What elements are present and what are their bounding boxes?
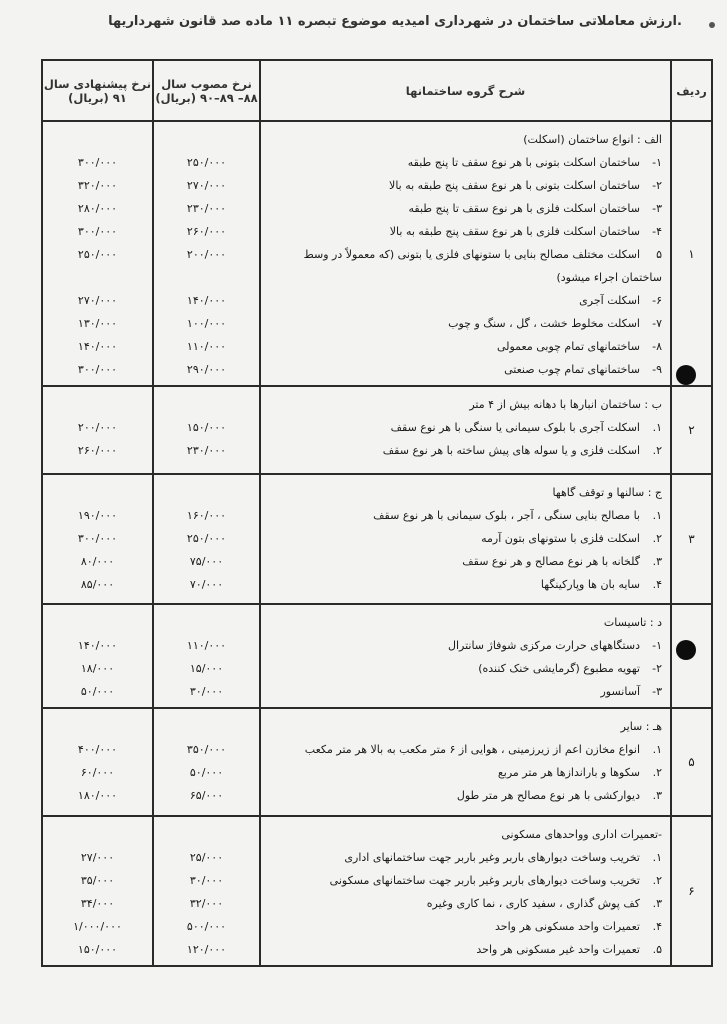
group-title: هـ : سایر [620, 720, 662, 733]
row-number: ۵ [671, 708, 712, 816]
header-row [42, 60, 712, 121]
list-item [267, 738, 662, 761]
rate-88-value: ۱۲۰/۰۰۰ [186, 943, 227, 956]
rate-91-value: ۲۶۰/۰۰۰ [77, 444, 118, 457]
group-row [42, 708, 712, 816]
list-item [267, 657, 662, 680]
group-description [260, 604, 671, 708]
rate-88-value: ۷۵/۰۰۰ [189, 555, 224, 568]
item-text: انواع مخازن اعم از زیرزمینی ، هوایی از ۶ متر مکعب به بالا هر متر مکعب [304, 743, 640, 756]
rate-91-cell [42, 121, 153, 386]
rate-91-value: ۲۷۰/۰۰۰ [77, 294, 118, 307]
rate-88-cell [153, 474, 260, 604]
rate-88-value: ۲۵/۰۰۰ [189, 851, 224, 864]
list-item [267, 335, 662, 358]
rate-88-value: ۷۰/۰۰۰ [189, 578, 224, 591]
item-number: ۱. [652, 851, 662, 864]
rate-88-value: ۳۲/۰۰۰ [189, 897, 224, 910]
group-row [42, 474, 712, 604]
item-number: ۴- [652, 225, 662, 238]
list-item [267, 416, 662, 439]
item-text: ساختمان اسکلت بتونی با هر نوع سقف پنج طبقه به بالا [389, 179, 640, 192]
group-title: الف : انواع ساختمان (اسکلت) [523, 133, 662, 146]
item-number: ۲. [652, 874, 662, 887]
row-number: ۲ [671, 386, 712, 474]
item-text: ساختمان اسکلت فلزی با هر نوع سقف تا پنج طبقه [408, 202, 640, 215]
list-item [267, 634, 662, 657]
item-text: دیوارکشی با هر نوع مصالح هر متر طول [456, 789, 640, 802]
header-desc: شرح گروه ساختمانها [260, 60, 671, 121]
rate-91-value: ۲۰۰/۰۰۰ [77, 421, 118, 434]
list-item [267, 784, 662, 807]
rate-91-value: ۱۵۰/۰۰۰ [77, 943, 118, 956]
list-item [267, 761, 662, 784]
item-text: اسکلت آجری [579, 294, 640, 307]
item-number: ۲- [652, 662, 662, 675]
row-number: ۶ [671, 816, 712, 966]
item-text: گلخانه با هر نوع مصالح و هر نوع سقف [462, 555, 640, 568]
item-number: ۳. [652, 789, 662, 802]
rate-88-value: ۲۳۰/۰۰۰ [186, 202, 227, 215]
list-item [267, 220, 662, 243]
item-number: ۳. [652, 897, 662, 910]
rate-91-value: ۳۰۰/۰۰۰ [77, 363, 118, 376]
rate-88-value: ۳۰/۰۰۰ [189, 685, 224, 698]
list-item [267, 197, 662, 220]
item-text: تهویه مطبوع (گرمایشی خنک کننده) [478, 662, 640, 675]
rate-88-value: ۲۵۰/۰۰۰ [186, 156, 227, 169]
rate-91-value: ۶۰/۰۰۰ [80, 766, 115, 779]
bullet-dot [709, 22, 715, 28]
rate-91-value: ۱/۰۰۰/۰۰۰ [73, 920, 122, 933]
item-text: تعمیرات واحد غیر مسکونی هر واحد [476, 943, 640, 956]
rate-88-cell [153, 604, 260, 708]
item-number: ۹- [652, 363, 662, 376]
item-number: ۴. [652, 578, 662, 591]
rate-88-value: ۱۴۰/۰۰۰ [186, 294, 227, 307]
item-text: کف پوش گذاری ، سفید کاری ، نما کاری وغیره [426, 897, 640, 910]
list-item [267, 439, 662, 462]
item-text: تعمیرات واحد مسکونی هر واحد [495, 920, 640, 933]
rate-88-value: ۳۵۰/۰۰۰ [186, 743, 227, 756]
rate-91-cell [42, 708, 153, 816]
rate-91-value: ۵۰/۰۰۰ [80, 685, 115, 698]
item-text: اسکلت فلزی و یا سوله های پیش ساخته با هر نوع سقف [382, 444, 640, 457]
rate-91-value: ۸۰/۰۰۰ [80, 555, 115, 568]
rate-88-cell [153, 708, 260, 816]
item-number: ۶- [652, 294, 662, 307]
header-rate-91: نرخ پیشنهادی سال ۹۱ (بریال) [42, 60, 153, 121]
group-description [260, 121, 671, 386]
rate-88-value: ۲۰۰/۰۰۰ [186, 248, 227, 261]
rate-91-value: ۲۷/۰۰۰ [80, 851, 115, 864]
rate-91-value: ۱۴۰/۰۰۰ [77, 340, 118, 353]
item-text: ساختمانهای تمام چوبی معمولی [496, 340, 640, 353]
item-text: ساختمان اسکلت بتونی با هر نوع سقف تا پنج طبقه [407, 156, 640, 169]
list-item [267, 289, 662, 312]
list-item [267, 550, 662, 573]
rate-88-value: ۱۵۰/۰۰۰ [186, 421, 227, 434]
list-item [267, 573, 662, 596]
list-item [267, 892, 662, 915]
rate-88-value: ۲۹۰/۰۰۰ [186, 363, 227, 376]
rate-91-value: ۳۴/۰۰۰ [80, 897, 115, 910]
item-number: ۲. [652, 766, 662, 779]
list-item [267, 846, 662, 869]
valuation-table [41, 59, 713, 967]
item-text: سکوها و باراندازها هر متر مربع [497, 766, 640, 779]
rate-91-value: ۲۵۰/۰۰۰ [77, 248, 118, 261]
group-row [42, 121, 712, 386]
rate-91-value: ۳۰۰/۰۰۰ [77, 156, 118, 169]
group-row [42, 816, 712, 966]
list-item [267, 680, 662, 703]
rate-91-value: ۱۸/۰۰۰ [80, 662, 115, 675]
item-text-continued: ساختمان اجراء میشود) [556, 271, 662, 284]
header-rate-88: نرخ مصوب سال ۸۸– ۸۹–۹۰ (بریال) [153, 60, 260, 121]
row-number: ۳ [671, 474, 712, 604]
rate-91-cell [42, 816, 153, 966]
list-item [267, 151, 662, 174]
rate-88-value: ۲۳۰/۰۰۰ [186, 444, 227, 457]
group-description [260, 474, 671, 604]
rate-91-cell [42, 386, 153, 474]
rate-88-value: ۱۱۰/۰۰۰ [186, 340, 227, 353]
rate-91-value: ۲۸۰/۰۰۰ [77, 202, 118, 215]
list-item [267, 915, 662, 938]
item-text: تخریب وساخت دیوارهای باربر وغیر باربر جهت ساختمانهای اداری [344, 851, 640, 864]
row-number: ۱ [671, 121, 712, 386]
item-number: ۴. [652, 920, 662, 933]
group-title: ب : ساختمان انبارها با دهانه بیش از ۴ متر [469, 398, 662, 411]
item-number: ۸- [652, 340, 662, 353]
list-item [267, 527, 662, 550]
item-number: ۱. [652, 509, 662, 522]
rate-88-cell [153, 816, 260, 966]
group-row [42, 386, 712, 474]
item-number: ۷- [652, 317, 662, 330]
document-title: .ارزش معاملاتی ساختمان در شهرداری امیدیه موضوع تبصره ۱۱ ماده صد قانون شهرداریها [108, 14, 682, 29]
rate-91-cell [42, 604, 153, 708]
rate-88-value: ۱۶۰/۰۰۰ [186, 509, 227, 522]
item-number: ۲. [652, 532, 662, 545]
item-number: ۱. [652, 421, 662, 434]
item-number: ۵. [652, 943, 662, 956]
item-text: ساختمانهای تمام چوب صنعتی [504, 363, 640, 376]
rate-88-value: ۲۵۰/۰۰۰ [186, 532, 227, 545]
item-number: ۳- [652, 685, 662, 698]
rate-91-value: ۳۰۰/۰۰۰ [77, 225, 118, 238]
rate-88-value: ۲۷۰/۰۰۰ [186, 179, 227, 192]
group-description [260, 816, 671, 966]
item-number: ۱- [652, 156, 662, 169]
item-text: ساختمان اسکلت فلزی با هر نوع سقف پنج طبقه به بالا [389, 225, 640, 238]
row-number [671, 604, 712, 708]
rate-91-value: ۳۰۰/۰۰۰ [77, 532, 118, 545]
rate-91-value: ۳۵/۰۰۰ [80, 874, 115, 887]
group-title: -تعمیرات اداری وواحدهای مسکونی [501, 828, 662, 841]
item-text: سایه بان ها وپارکینگها [540, 578, 640, 591]
group-row [42, 604, 712, 708]
rate-88-cell [153, 386, 260, 474]
group-title: ج : سالنها و توقف گاهها [552, 486, 662, 499]
item-number: ۳. [652, 555, 662, 568]
rate-91-value: ۱۹۰/۰۰۰ [77, 509, 118, 522]
rate-88-value: ۱۰۰/۰۰۰ [186, 317, 227, 330]
rate-88-value: ۲۶۰/۰۰۰ [186, 225, 227, 238]
header-radif: ردیف [671, 60, 712, 121]
rate-88-cell [153, 121, 260, 386]
item-text: اسکلت آجری با بلوک سیمانی یا سنگی با هر نوع سقف [390, 421, 640, 434]
rate-88-value: ۵۰۰/۰۰۰ [186, 920, 227, 933]
item-number: ۲. [652, 444, 662, 457]
rate-88-value: ۳۰/۰۰۰ [189, 874, 224, 887]
item-text: اسکلت مختلف مصالح بنایی با ستونهای فلزی یا بتونی (که معمولاً در وسط [303, 248, 640, 261]
item-text: دستگاههای حرارت مرکزی شوفاژ سانترال [447, 639, 640, 652]
list-item [267, 504, 662, 527]
rate-91-value: ۴۰۰/۰۰۰ [77, 743, 118, 756]
group-title: د : تاسیسات [603, 616, 662, 629]
list-item [267, 312, 662, 335]
rate-88-value: ۵۰/۰۰۰ [189, 766, 224, 779]
rate-91-value: ۱۳۰/۰۰۰ [77, 317, 118, 330]
group-description [260, 708, 671, 816]
list-item [267, 174, 662, 197]
item-number: ۳- [652, 202, 662, 215]
item-number: ۵ [656, 248, 662, 261]
rate-88-value: ۱۵/۰۰۰ [189, 662, 224, 675]
rate-91-value: ۳۲۰/۰۰۰ [77, 179, 118, 192]
rate-91-cell [42, 474, 153, 604]
rate-91-value: ۱۸۰/۰۰۰ [77, 789, 118, 802]
rate-88-value: ۱۱۰/۰۰۰ [186, 639, 227, 652]
rate-88-value: ۶۵/۰۰۰ [189, 789, 224, 802]
list-item [267, 358, 662, 381]
rate-91-value: ۱۴۰/۰۰۰ [77, 639, 118, 652]
item-text: تخریب وساخت دیوارهای باربر وغیر باربر جهت ساختمانهای مسکونی [329, 874, 640, 887]
item-text: اسکلت فلزی با ستونهای بتون آرمه [481, 532, 640, 545]
list-item [267, 938, 662, 961]
group-description [260, 386, 671, 474]
item-text: اسکلت مخلوط خشت ، گل ، سنگ و چوب [448, 317, 640, 330]
list-item [267, 243, 662, 266]
item-text: با مصالح بنایی سنگی ، آجر ، بلوک سیمانی با هر نوع سقف [373, 509, 640, 522]
list-item [267, 869, 662, 892]
item-number: ۱- [652, 639, 662, 652]
item-number: ۱. [652, 743, 662, 756]
rate-91-value: ۸۵/۰۰۰ [80, 578, 115, 591]
item-text: آسانسور [600, 685, 640, 698]
item-number: ۲- [652, 179, 662, 192]
